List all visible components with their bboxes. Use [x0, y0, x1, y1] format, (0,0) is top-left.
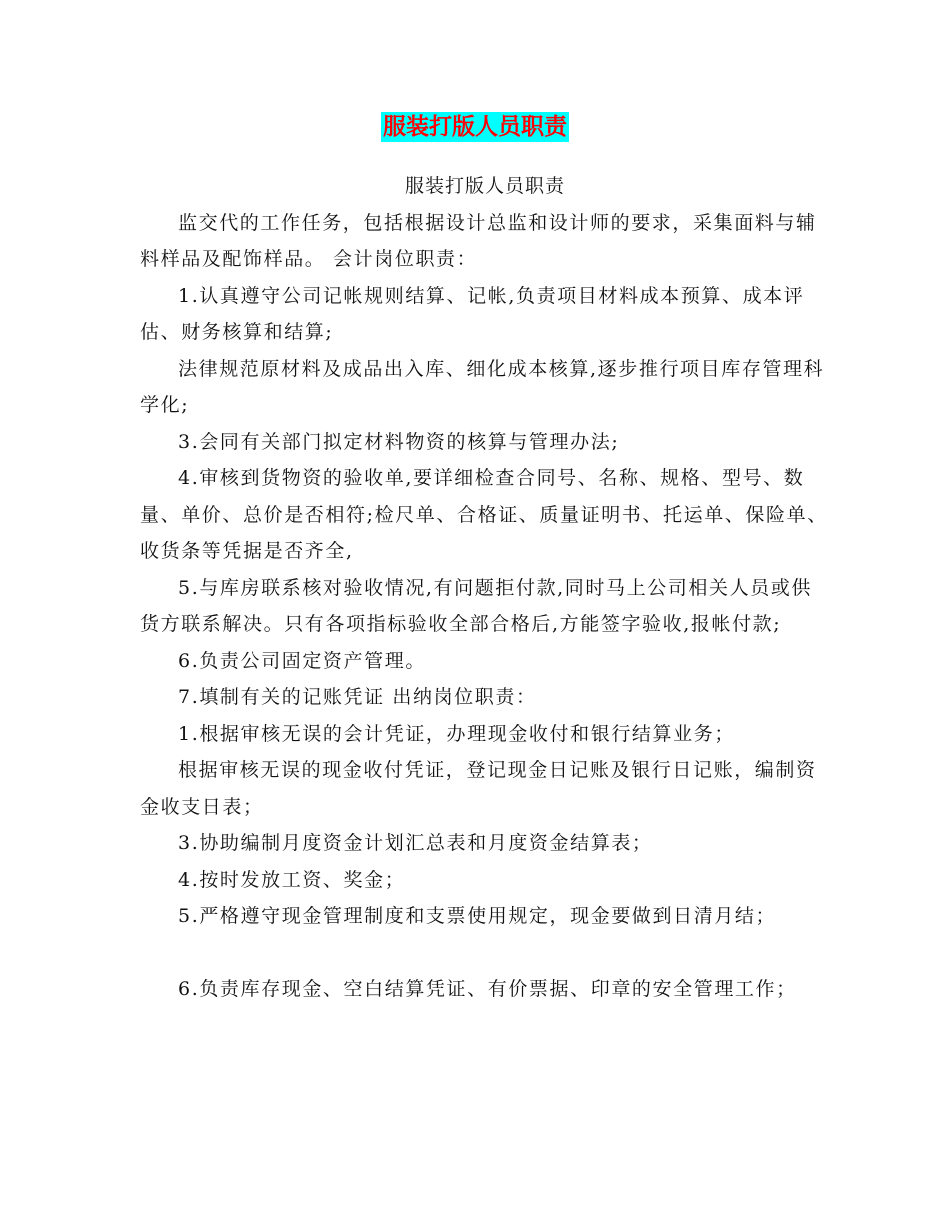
paragraph-cashier-5: 5.严格遵守现金管理制度和支票使用规定，现金要做到日清月结； [178, 905, 777, 927]
document-body [140, 168, 830, 1007]
paragraph-accounting-7: 7.填制有关的记账凭证 出纳岗位职责： [178, 686, 537, 708]
paragraph-cashier-4: 4.按时发放工资、奖金； [178, 868, 406, 891]
paragraph-accounting-5: 5.与库房联系核对验收情况,有问题拒付款,同时马上公司相关人员或供货方联系解决。只有各项指标验收全部合格后,方能签字验收,报帐付款; [140, 576, 813, 635]
paragraph-accounting-3: 3.会同有关部门拟定材料物资的核算与管理办法; [178, 430, 620, 453]
title-container [0, 112, 950, 142]
document-title: 服装打版人员职责 [383, 114, 567, 140]
paragraph-accounting-6: 6.负责公司固定资产管理。 [178, 649, 426, 672]
paragraph-accounting-4: 4.审核到货物资的验收单,要详细检查合同号、名称、规格、型号、数量、单价、总价是否相符;检尺单、合格证、质量证明书、托运单、保险单、收货条等凭据是否齐全, [140, 467, 828, 562]
document-subtitle: 服装打版人员职责 [404, 175, 565, 197]
paragraph-accounting-1: 1.认真遵守公司记帐规则结算、记帐,负责项目材料成本预算、成本评估、财务核算和结算; [140, 284, 805, 343]
paragraph-cashier-1: 1.根据审核无误的会计凭证，办理现金收付和银行结算业务； [178, 722, 735, 745]
paragraph-cashier-6: 6.负责库存现金、空白结算凭证、有价票据、印章的安全管理工作； [178, 977, 797, 1000]
paragraph-accounting-2: 法律规范原材料及成品出入库、细化成本核算,逐步推行项目库存管理科学化; [140, 357, 825, 416]
paragraph-cashier-3: 3.协助编制月度资金计划汇总表和月度资金结算表； [178, 832, 653, 854]
paragraph-cashier-2: 根据审核无误的现金收付凭证，登记现金日记账及银行日记账，编制资金收支日表； [140, 759, 817, 818]
paragraph-intro: 监交代的工作任务，包括根据设计总监和设计师的要求，采集面料与辅料样品及配饰样品。 会计岗位职责： [140, 211, 817, 270]
